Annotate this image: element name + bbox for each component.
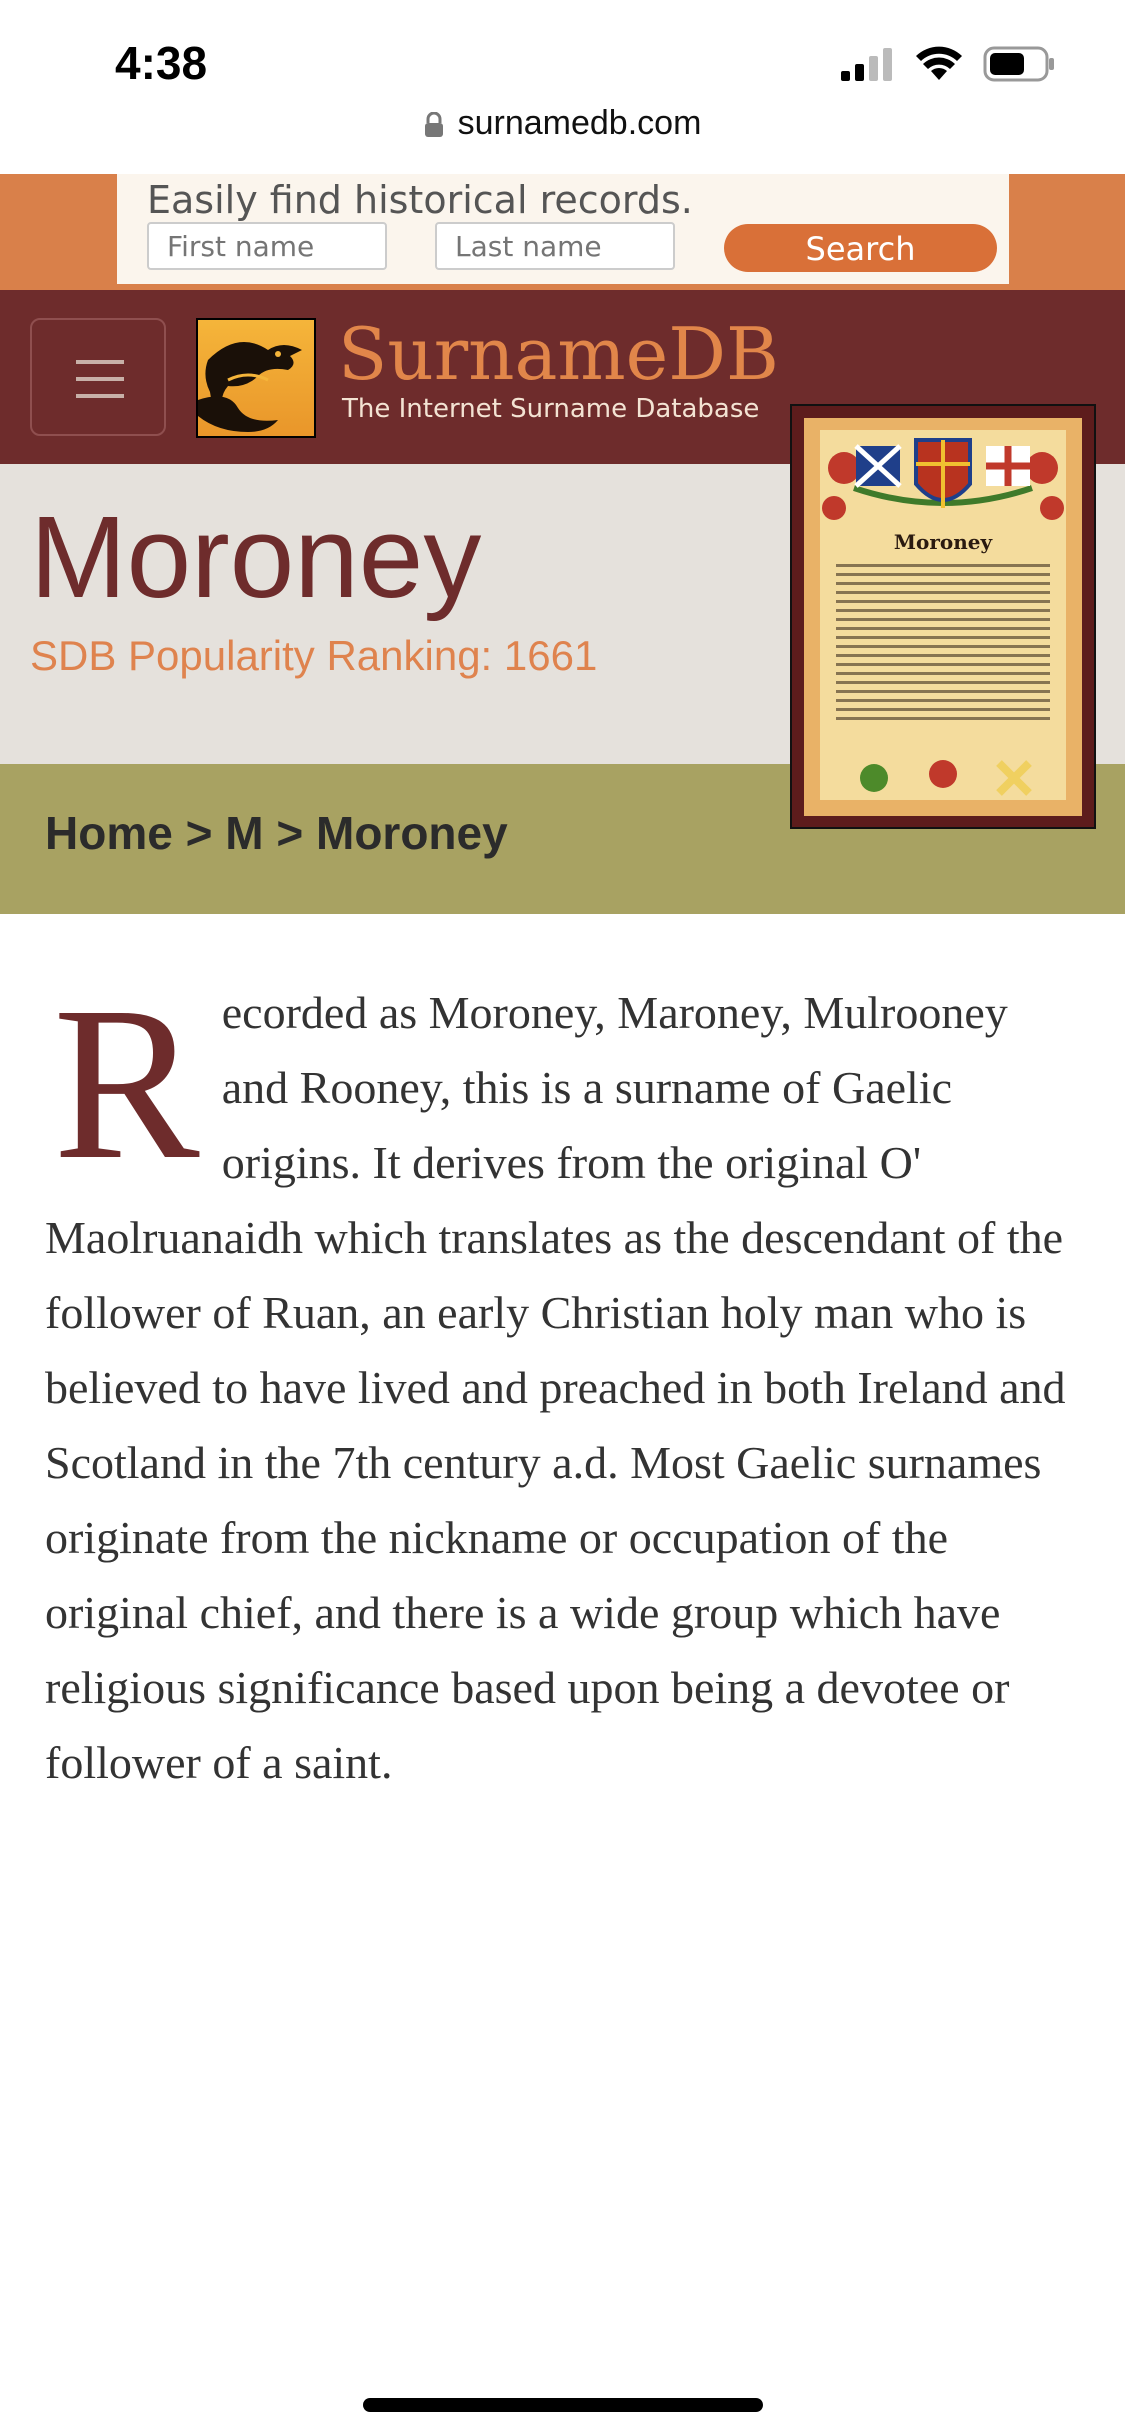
ad-search-box [117, 174, 1009, 284]
battery-icon [983, 46, 1055, 82]
brand-name[interactable]: SurnameDB [338, 312, 779, 396]
address-bar[interactable] [0, 104, 1125, 143]
page-title: Moroney [30, 492, 482, 622]
breadcrumb-letter[interactable]: M [225, 807, 264, 859]
crest-text [836, 564, 1050, 726]
ad-banner [0, 174, 1125, 290]
last-name-input[interactable] [435, 222, 675, 270]
dragon-logo-icon[interactable] [196, 318, 316, 438]
breadcrumb-current: Moroney [316, 807, 508, 859]
coat-of-arms-image[interactable] [790, 404, 1096, 829]
popularity-ranking: SDB Popularity Ranking: 1661 [30, 632, 598, 679]
crest-surname: Moroney [893, 530, 993, 554]
hamburger-menu-icon [76, 360, 124, 364]
ad-headline: Easily find historical records. [147, 178, 693, 222]
first-name-input[interactable] [147, 222, 387, 270]
brand-tagline: The Internet Surname Database [342, 394, 760, 424]
breadcrumb-separator: > [263, 807, 317, 859]
breadcrumb [45, 806, 508, 860]
status-time: 4:38 [115, 37, 208, 89]
surname-article [45, 961, 1080, 1800]
wifi-icon [915, 46, 963, 82]
breadcrumb-home[interactable]: Home [45, 807, 173, 859]
cellular-signal-icon [841, 47, 895, 81]
drop-cap: R [53, 961, 200, 1205]
search-button[interactable]: Search [724, 224, 997, 272]
home-indicator[interactable] [363, 2398, 763, 2412]
status-bar [0, 0, 1125, 120]
breadcrumb-separator: > [172, 807, 226, 859]
url-text: surnamedb.com [457, 104, 702, 142]
status-icons [841, 44, 1055, 84]
hamburger-menu-button[interactable] [30, 318, 166, 436]
lock-icon [424, 112, 444, 138]
article-text: ecorded as Moroney, Maroney, Mulrooney and Rooney, this is a surname of Gaelic origins. It derives from the original O' Maolruanaidh which translates as the descendant of the follower of Ruan, an early Christian holy man who is believed to have lived and preached in both Ireland and Scotland in the 7th century a.d. Most Gaelic surnames originate from the nickname or occupation of the original chief, and there is a wide group which have religious significance based upon being a devotee or follower of a saint. [45, 987, 1066, 1788]
